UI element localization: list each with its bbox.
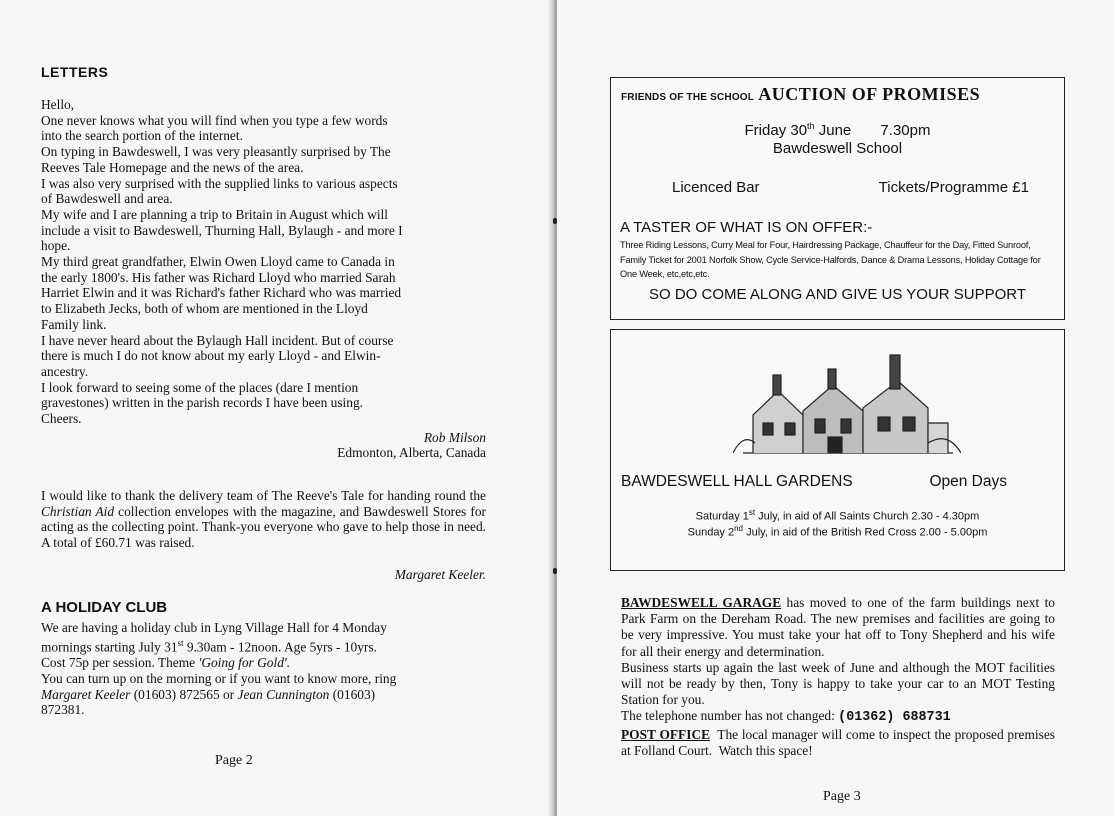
contact-phone: (01603) <box>329 686 376 702</box>
holiday-text: mornings starting July 31 <box>41 639 178 655</box>
garage-text: The telephone number has not changed: <box>621 708 839 724</box>
thanks-text: I would like to thank the delivery team of The Reeve's Tale for handing round the <box>41 488 486 503</box>
auction-venue: Bawdeswell School <box>772 140 903 157</box>
garage-text: has moved to one of the farm buildings next to Park Farm on the Dereham Road. The new premises and facilities are going to be very impressive. You must take your hat off to Tony Shepherd and his wife for all their energy and determination. <box>621 595 1056 659</box>
date-text: Friday 30 <box>744 122 808 139</box>
letter-line: ancestry. <box>41 363 89 379</box>
ordinal-suffix: th <box>807 121 815 131</box>
holiday-text: 9.30am - 12noon. Age 5yrs - 10yrs. <box>183 639 377 655</box>
letter-line: to Elizabeth Jecks, both of whom are mentioned in the Lloyd <box>41 301 368 317</box>
letter-line: My third great grandfather, Elwin Owen Lloyd came to Canada in <box>41 254 395 270</box>
holiday-line: You can turn up on the morning or if you want to know more, ring <box>41 670 397 686</box>
friends-of-school-label: FRIENDS OF THE SCHOOL <box>621 92 755 103</box>
letter-signature-place: Edmonton, Alberta, Canada <box>337 445 486 460</box>
letter-line: Harriet Elwin and it was Richard's father Richard who was married <box>41 285 402 301</box>
garage-paragraph: Business starts up again the last week of June and although the MOT facilities will not be ready by then, Tony is happy to take your car to an MOT Testing Station for you. <box>621 659 1055 708</box>
thanks-signature: Margaret Keeler. <box>394 567 486 582</box>
letter-line: One never knows what you will find when you type a few words <box>41 112 388 128</box>
page-number-right: Page 3 <box>823 789 861 804</box>
thanks-text: collection envelopes with the magazine, and Bawdeswell Stores for acting as the collecting point. Thank-you everyone who gave to help those in need. A total of £60.71 was raised. <box>41 503 486 550</box>
letter-line: I look forward to seeing some of the places (dare I mention <box>41 379 359 395</box>
auction-heading <box>621 84 980 105</box>
open-day-text: July, in aid of the British Red Cross 2.00 - 5.00pm <box>743 526 988 539</box>
auction-of-promises-box <box>610 77 1065 320</box>
open-day-text: Sunday 2 <box>687 526 735 539</box>
letter-text <box>41 97 491 427</box>
garage-phone: (01362) 688731 <box>838 710 951 726</box>
letter-line: I have never heard about the Bylaugh Hall incident. But of course <box>41 332 394 348</box>
letter-line: hope. <box>41 238 71 254</box>
ordinal-suffix: st <box>177 637 184 648</box>
open-day-text: Saturday 1 <box>695 510 749 523</box>
open-days-label: Open Days <box>929 473 1007 490</box>
letters-heading: LETTERS <box>41 64 109 80</box>
letter-line: the early 1800's. His father was Richard Lloyd who married Sarah <box>41 269 396 285</box>
letter-line: Cheers. <box>41 411 82 427</box>
holiday-line: We are having a holiday club in Lyng Village Hall for 4 Monday <box>41 620 387 635</box>
tickets-price: Tickets/Programme £1 <box>878 179 1029 196</box>
garage-name: BAWDESWELL GARAGE <box>621 595 782 610</box>
letter-line: include a visit to Bawdeswell, Thurning Hall, Bylaugh - and more I <box>41 222 403 238</box>
thanks-paragraph <box>41 488 486 550</box>
holiday-club-heading: A HOLIDAY CLUB <box>41 599 168 616</box>
gardens-title: BAWDESWELL HALL GARDENS <box>621 473 853 490</box>
garage-news <box>621 595 1059 759</box>
holiday-theme: 'Going for Gold'. <box>198 655 291 671</box>
post-office-paragraph <box>621 726 1059 759</box>
holiday-line <box>41 655 491 671</box>
holiday-text: Cost 75p per session. Theme <box>41 655 199 671</box>
garage-paragraph <box>621 595 1055 660</box>
holiday-club-text <box>41 620 491 718</box>
open-day-text: July, in aid of All Saints Church 2.30 - 4.30pm <box>755 510 980 523</box>
letter-line: gravestones) written in the parish records I have been using. <box>41 395 364 411</box>
contact-phone: (01603) 872565 or <box>130 686 238 702</box>
letter-line: My wife and I are planning a trip to Britain in August which will <box>41 206 388 222</box>
hall-gardens-box <box>610 329 1065 571</box>
letter-line: into the search portion of the internet. <box>41 128 243 144</box>
letter-line: Family link. <box>41 316 107 332</box>
offers-list: Three Riding Lessons, Curry Meal for Four, Hairdressing Package, Chauffeur for the Day, Fitted Sunroof, Family Ticket for 2001 Norfolk Show, Cycle Service-Halfords, Dance & Drama Lessons, Holiday Cottage for One Week, etc,etc,etc. <box>620 240 1041 279</box>
post-office-text: The local manager will come to inspect the proposed premises at Folland Court. Watch this space! <box>621 726 1059 758</box>
support-callout: SO DO COME ALONG AND GIVE US YOUR SUPPORT <box>648 286 1027 303</box>
letter-line: I was also very surprised with the supplied links to various aspects <box>41 175 398 191</box>
hall-illustration <box>733 353 961 463</box>
letter-line: Hello, <box>41 97 75 112</box>
post-office-name: POST OFFICE <box>621 726 711 742</box>
christian-aid-italic: Christian Aid <box>41 503 115 519</box>
letter-line: there is much I do not know about my early Lloyd - and Elwin- <box>41 348 381 364</box>
ordinal-suffix: st <box>748 508 756 517</box>
letter-line: of Bawdeswell and area. <box>41 191 173 207</box>
contact-name: Margaret Keeler <box>41 686 131 702</box>
auction-title: AUCTION OF PROMISES <box>758 84 981 104</box>
taster-heading: A TASTER OF WHAT IS ON OFFER:- <box>620 219 873 236</box>
letter-line: Reeves Tale Homepage and the news of the area. <box>41 159 304 175</box>
saturday-open-day <box>611 508 1064 523</box>
holiday-line <box>41 687 491 703</box>
letter-signature-name: Rob Milson <box>423 430 486 445</box>
holiday-line: 872381. <box>41 702 85 718</box>
page-number-left: Page 2 <box>215 753 253 768</box>
garage-paragraph <box>621 708 1055 726</box>
left-page <box>0 0 555 816</box>
letter-line: On typing in Bawdeswell, I was very pleasantly surprised by The <box>41 144 391 160</box>
contact-name: Jean Cunnington <box>237 686 330 702</box>
ordinal-suffix: nd <box>734 524 744 533</box>
licenced-bar: Licenced Bar <box>672 179 760 196</box>
date-text: June 7.30pm <box>814 122 931 139</box>
holiday-line <box>41 636 491 655</box>
auction-date <box>611 121 1064 139</box>
sunday-open-day <box>611 524 1064 539</box>
